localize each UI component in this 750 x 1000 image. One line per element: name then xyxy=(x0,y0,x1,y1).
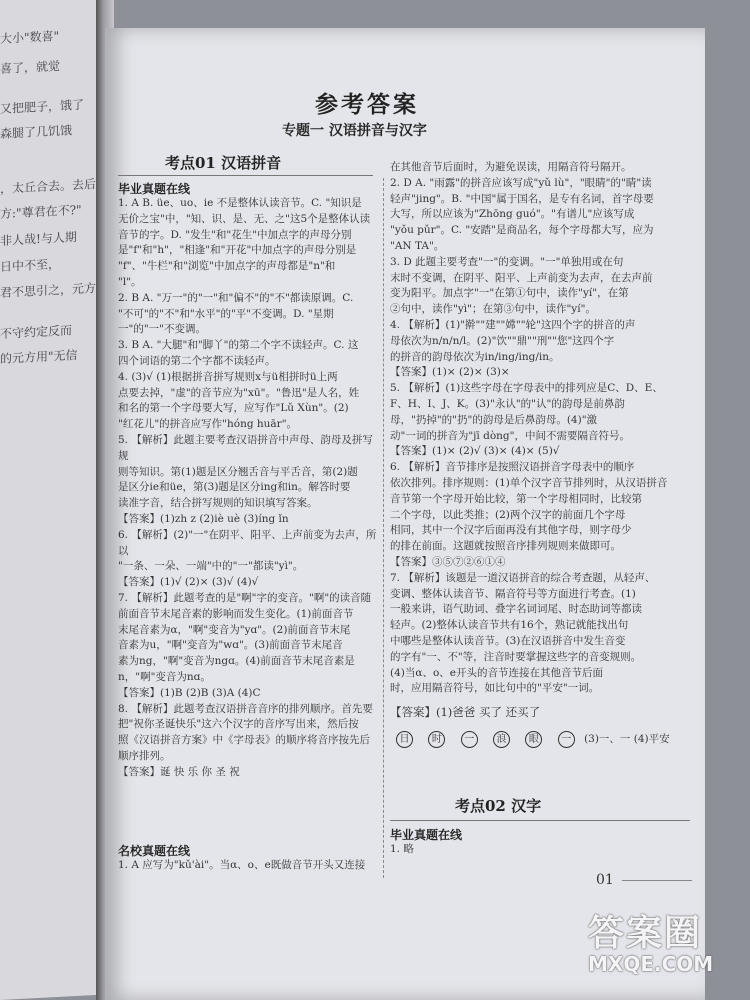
text-line: 则等知识。第(1)题是区分翘舌音与平舌音，第(2)题 xyxy=(118,465,358,478)
text-line: 的排在前面。这题就按照音序排列规则来做即可。 xyxy=(390,540,621,553)
left-page-line: 君不思引之，元方 xyxy=(0,280,97,300)
text-line: 变为阳平。加点字"一"在第①句中，读作"yí"，在第 xyxy=(390,287,629,300)
text-line: 7. 【解析】该题是一道汉语拼音的综合考查题，从轻声、 xyxy=(390,571,656,584)
section-heading: 名校真题在线 xyxy=(118,844,191,858)
left-page-line: ，太丘合去。去后 xyxy=(0,176,97,196)
text-line: 5. 【解析】(1)这些字母在字母表中的排列应是C、D、E、 xyxy=(390,382,663,395)
text-line: 音素为u，"啊"变音为"wɑ"。(3)前面音节末尾音 xyxy=(118,639,343,652)
left-page xyxy=(0,0,100,1000)
text-line: "AN TA"。 xyxy=(390,239,445,252)
page-number-rule xyxy=(622,880,692,881)
text-line: 末时不变调，在阴平、阳平、上声前变为去声，在去声前 xyxy=(390,271,653,284)
text-line: ②句中，读作"yì"；在第③句中，读作"yí"。 xyxy=(390,303,596,316)
text-line: "不可"的"不"和"水平"的"平"不变调。D. "星期 xyxy=(118,307,334,320)
text-line: 和名的第一个字母要大写，应写作"Lǔ Xùn"。(2) xyxy=(118,402,349,415)
answer-tail: (3)一、一 (4)平安 xyxy=(584,732,670,745)
answer-line: 【答案】(1)爸爸 买了 还买了 xyxy=(390,705,541,720)
text-line: 母，"扔掉"的"扔"的韵母是后鼻韵母。(4)"激 xyxy=(390,413,598,426)
text-line: 依次排列。排序规则：(1)单个汉字音节排列时，从汉语拼音 xyxy=(390,476,668,489)
text-line: 3. B A. "大腿"和"脚丫"的第二个字不读轻声。C. 这 xyxy=(118,339,359,352)
text-line: 音节的字。D. "发生"和"花生"中加点字的声母分别 xyxy=(118,228,352,241)
text-line: 4. 【解析】(1)"擀""建""嫦""轮"这四个字的拼音的声 xyxy=(390,318,636,331)
text-line: n，"啊"变音为nɑ。 xyxy=(118,670,211,683)
page-subtitle: 专题一 汉语拼音与汉字 xyxy=(282,123,427,139)
text-line: 是区分ie和üe，第(3)题是区分ing和in。解答时要 xyxy=(118,481,351,494)
text-line: 6. 【解析】(2)"一"在阴平、阳平、上声前变为去声，所以 xyxy=(118,528,377,557)
text-line: 是"f"和"h"，"相逢"和"开花"中加点字的声母分别是 xyxy=(118,244,357,257)
text-line: "yǒu pǔr"。C. "安踏"是商品名，每个字母都大写，应为 xyxy=(390,224,654,237)
left-column-bottom xyxy=(118,858,380,874)
text-line: 【答案】③⑤⑦②⑥①④ xyxy=(390,555,506,568)
text-line: 无价之宝"中，"知、识、是、无、之"这5个是整体认读 xyxy=(118,212,371,225)
column-divider xyxy=(383,178,384,878)
section-heading: 毕业真题在线 xyxy=(118,182,191,196)
text-line: 读准字音，结合拼写规则的知识填写答案。 xyxy=(118,497,318,510)
text-line: 音节第一个字母开始比较，第一个字母相同时，比较第 xyxy=(390,492,642,505)
text-line: 时，应用隔音符号，如比句中的"平安"一词。 xyxy=(390,682,600,695)
text-line: 1. 略 xyxy=(390,843,414,855)
left-column xyxy=(118,196,380,780)
left-page-line: 的元方用"无信 xyxy=(0,347,78,366)
text-line: 母依次为n/n/n/l。(2)"饮""鼎""刑""您"这四个字 xyxy=(390,334,615,347)
text-line: 2. D A. "雨露"的拼音应该写成"yǔ lù"，"眼睛"的"睛"读 xyxy=(390,176,652,189)
left-page-line: 非人哉!与人期 xyxy=(0,229,77,248)
circled-char: 日 xyxy=(396,731,413,748)
text-line: 【答案】诞 快 乐 你 圣 祝 xyxy=(118,765,240,778)
text-line: 【答案】(1)× (2)√ (3)× (4)× (5)√ xyxy=(390,445,560,458)
text-line: 照《汉语拼音方案》中《字母表》的顺序将音序按先后 xyxy=(118,734,370,747)
text-line: 4. (3)√ (1)根据拼音拼写规则x与ü相拼时ü上两 xyxy=(118,370,338,383)
text-line: 轻声。(2)整体认读音节共有16个，熟记就能找出句 xyxy=(390,619,629,632)
answer-circles-line xyxy=(390,731,690,748)
watermark xyxy=(588,905,738,976)
text-line: 1. A 应写为"kǔ'ài"。当α、o、e既做音节开头又连接 xyxy=(118,859,366,871)
left-page-line: 不守约定反而 xyxy=(0,323,73,341)
kaodian-02-heading: 考点02 汉字 xyxy=(455,797,542,815)
page-title: 参考答案 xyxy=(315,91,419,118)
text-line: 相同，其中一个汉字后面再没有其他字母，则字母少 xyxy=(390,524,632,537)
text-line: 【答案】(1)zh z (2)iè uè (3)íng ǐn xyxy=(118,512,289,525)
text-line: 轻声"jing"。B. "中国"属于国名，是专有名词，首字母要 xyxy=(390,192,654,205)
text-line: 2. B A. "万一"的"一"和"偏不"的"不"都读原调。C. xyxy=(118,291,354,304)
text-line: 3. D 此题主要考查"一"的变调。"一"单独用或在句 xyxy=(390,255,624,268)
text-line: 变调、整体认读音节、隔音符号等方面进行考查。(1) xyxy=(390,587,636,600)
text-line: 中哪些是整体认读音节。(3)在汉语拼音中发生音变 xyxy=(390,634,626,647)
text-line: 6. 【解析】音节排序是按照汉语拼音字母表中的顺序 xyxy=(390,461,635,474)
left-page-line: 日中不至， xyxy=(0,256,61,274)
watermark-line1: 答案圈 xyxy=(588,913,703,954)
right-column xyxy=(390,160,690,748)
left-page-line: 又把肥子，饿了 xyxy=(0,97,85,116)
kaodian-01-heading: 考点01 汉语拼音 xyxy=(165,154,282,172)
text-line: 【答案】(1)√ (2)× (3)√ (4)√ xyxy=(118,576,259,589)
text-line: 一般来讲，语气助词、叠字名词词尾、时态助词等都读 xyxy=(390,603,642,616)
text-line: 四个词语的第二个字都不读轻声。 xyxy=(118,354,276,367)
text-line: "红花儿"的拼音应写作"hóng huār"。 xyxy=(118,418,298,431)
heading-rule xyxy=(390,820,690,821)
left-page-line: 森腿了几饥饿 xyxy=(0,123,73,141)
text-line: 点要去掉，"虚"的音节应为"xū"。"鲁迅"是人名，姓 xyxy=(118,386,360,399)
text-line: 在其他音节后面时，为避免误读，用隔音符号隔开。 xyxy=(390,161,632,173)
text-line: 一"的"一"不变调。 xyxy=(118,323,206,336)
text-line: 【答案】(1)B (2)B (3)A (4)C xyxy=(118,686,261,699)
text-line: 前面音节末尾音素的影响而发生变化。(1)前面音节 xyxy=(118,607,354,620)
heading-rule xyxy=(118,175,373,176)
right-column-bottom xyxy=(390,842,690,858)
text-line: 的字有"一、不"等，注音时要掌握这些字的音变规则。 xyxy=(390,650,642,663)
text-line: 二个字母，以此类推；(2)两个汉字的前面几个字母 xyxy=(390,508,626,521)
text-line: 动"一词的拼音为"jī dòng"，中间不需要隔音符号。 xyxy=(390,429,630,442)
text-line: 7. 【解析】此题考查的是"啊"字的变音。"啊"的读音随 xyxy=(118,591,372,604)
text-line: 1. A B. üe、uo、ie 不是整体认读音节。C. "知识是 xyxy=(118,197,362,209)
text-line: 的拼音的韵母依次为in/ing/ing/in。 xyxy=(390,350,560,363)
text-line: 末尾音素为α，"啊"变音为"yɑ"。(2)前面音节末尾 xyxy=(118,623,351,636)
section-heading: 毕业真题在线 xyxy=(390,828,463,842)
text-line: 素为ng，"啊"变音为ngɑ。(4)前面音节末尾音素是 xyxy=(118,655,355,668)
text-line: F、H、I、J、K。(3)"永认"的"认"的韵母是前鼻韵 xyxy=(390,397,625,410)
text-line: 顺序排列。 xyxy=(118,749,171,762)
left-page-line: 方:"尊君在不?" xyxy=(0,202,82,221)
left-page-line: 喜了，就觉 xyxy=(0,58,61,76)
circled-char: 一 xyxy=(558,731,575,748)
left-page-line: 大小"数喜" xyxy=(0,28,60,46)
circled-char: 浪 xyxy=(493,731,510,748)
circled-char: 眼 xyxy=(525,731,542,748)
text-line: "一条、一朵、一端"中的"一"都读"yì"。 xyxy=(118,560,304,573)
text-line: 大写，所以应该为"Zhōng guó"。"有谱儿"应该写成 xyxy=(390,208,635,221)
text-line: 把"祝你圣诞快乐"这六个汉字的音序写出来，然后按 xyxy=(118,718,359,731)
text-line: 8. 【解析】此题考查汉语拼音音序的排列顺序。首先要 xyxy=(118,702,373,715)
text-line: 5. 【解析】此题主要考查汉语拼音中声母、韵母及拼写规 xyxy=(118,433,373,462)
text-line: 【答案】(1)× (2)× (3)× xyxy=(390,366,510,379)
text-line: "f"、"牛栏"和"浏览"中加点字的声母都是"n"和 xyxy=(118,260,336,273)
page-number: 01 xyxy=(596,872,614,888)
circled-char: 时 xyxy=(428,731,445,748)
watermark-line2: MXQE.COM xyxy=(588,952,714,976)
text-line: "l"。 xyxy=(118,275,142,288)
text-line: (4)当α、o、e开头的音节连接在其他音节后面 xyxy=(390,666,603,679)
circled-char: 一 xyxy=(461,731,478,748)
